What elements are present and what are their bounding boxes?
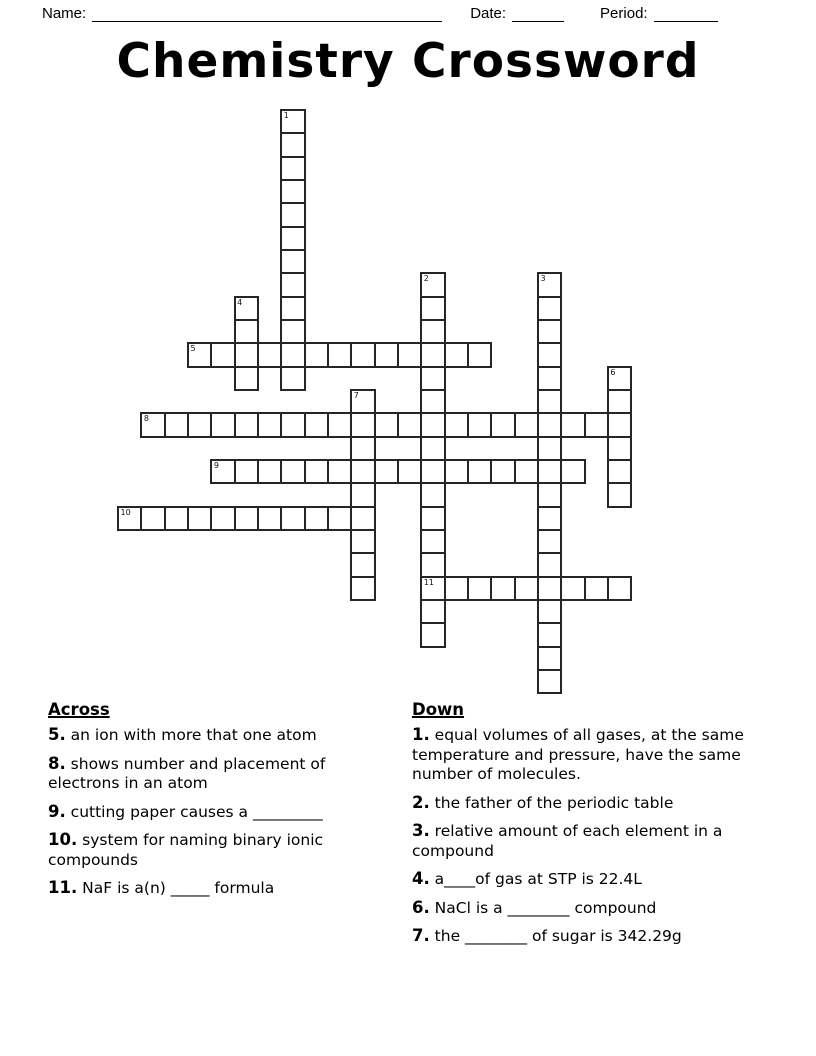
crossword-cell[interactable] bbox=[234, 506, 259, 531]
crossword-cell[interactable] bbox=[117, 506, 142, 531]
crossword-cell[interactable] bbox=[350, 576, 375, 601]
crossword-cell[interactable] bbox=[234, 459, 259, 484]
crossword-cell[interactable] bbox=[514, 412, 539, 437]
crossword-cell[interactable] bbox=[140, 412, 165, 437]
crossword-cell[interactable] bbox=[187, 506, 212, 531]
crossword-cell[interactable] bbox=[537, 272, 562, 297]
across-clue-list bbox=[48, 725, 378, 899]
clue-number: 9. bbox=[48, 801, 66, 821]
crossword-cell[interactable] bbox=[607, 366, 632, 391]
crossword-cell[interactable] bbox=[397, 459, 422, 484]
crossword-cell[interactable] bbox=[490, 412, 515, 437]
crossword-cell[interactable] bbox=[280, 319, 305, 344]
crossword-cell[interactable] bbox=[537, 389, 562, 414]
crossword-cell[interactable] bbox=[350, 482, 375, 507]
crossword-cell[interactable] bbox=[420, 552, 445, 577]
clue-across-9: 9. cutting paper causes a _________ bbox=[48, 801, 323, 821]
crossword-cell[interactable] bbox=[280, 366, 305, 391]
cell-number: 4 bbox=[237, 297, 243, 307]
crossword-cell[interactable] bbox=[537, 296, 562, 321]
crossword-cell[interactable] bbox=[467, 342, 492, 367]
crossword-cell[interactable] bbox=[490, 576, 515, 601]
crossword-cell[interactable] bbox=[420, 389, 445, 414]
cell-number: 1 bbox=[283, 111, 289, 120]
crossword-cell[interactable] bbox=[537, 366, 562, 391]
clue-number: 8. bbox=[48, 753, 66, 773]
crossword-cell[interactable] bbox=[467, 412, 492, 437]
crossword-cell[interactable] bbox=[607, 482, 632, 507]
crossword-cell[interactable] bbox=[234, 342, 259, 367]
crossword-cell[interactable] bbox=[420, 342, 445, 367]
crossword-cell[interactable] bbox=[584, 576, 609, 601]
crossword-cell[interactable] bbox=[537, 436, 562, 461]
crossword-cell[interactable] bbox=[514, 459, 539, 484]
crossword-cell[interactable] bbox=[257, 342, 282, 367]
crossword-cell[interactable] bbox=[420, 272, 445, 297]
crossword-cell[interactable] bbox=[397, 412, 422, 437]
crossword-cell[interactable] bbox=[164, 506, 189, 531]
crossword-cell[interactable] bbox=[327, 506, 352, 531]
crossword-cell[interactable] bbox=[350, 436, 375, 461]
crossword-cell[interactable] bbox=[537, 599, 562, 624]
name-blank-line bbox=[92, 6, 442, 22]
crossword-cell[interactable] bbox=[257, 506, 282, 531]
crossword-cell[interactable] bbox=[304, 412, 329, 437]
crossword-cell[interactable] bbox=[350, 459, 375, 484]
crossword-cell[interactable] bbox=[280, 459, 305, 484]
crossword-cell[interactable] bbox=[304, 506, 329, 531]
crossword-cell[interactable] bbox=[444, 412, 469, 437]
crossword-cell[interactable] bbox=[420, 319, 445, 344]
clue-across-10: 10. system for naming binary ionic compounds bbox=[48, 830, 324, 869]
crossword-cell[interactable] bbox=[420, 622, 445, 647]
cell-number: 2 bbox=[423, 274, 429, 284]
crossword-cell[interactable] bbox=[350, 389, 375, 414]
crossword-cell[interactable] bbox=[374, 342, 399, 367]
down-clues-section bbox=[412, 700, 750, 955]
crossword-cell[interactable] bbox=[234, 366, 259, 391]
down-header: Down bbox=[412, 700, 465, 719]
crossword-cell[interactable] bbox=[327, 412, 352, 437]
crossword-cell[interactable] bbox=[537, 576, 562, 601]
crossword-cell[interactable] bbox=[420, 459, 445, 484]
clue-across-8: 8. shows number and placement of electrons in an atom bbox=[48, 753, 326, 792]
crossword-cell[interactable] bbox=[467, 459, 492, 484]
crossword-cell[interactable] bbox=[537, 506, 562, 531]
crossword-cell[interactable] bbox=[350, 342, 375, 367]
crossword-cell[interactable] bbox=[350, 529, 375, 554]
crossword-cell[interactable] bbox=[420, 296, 445, 321]
cell-number: 5 bbox=[190, 344, 196, 354]
crossword-cell[interactable] bbox=[467, 576, 492, 601]
crossword-cell[interactable] bbox=[350, 412, 375, 437]
crossword-cell[interactable] bbox=[350, 552, 375, 577]
cell-number: 11 bbox=[423, 577, 434, 587]
crossword-cell[interactable] bbox=[607, 436, 632, 461]
clue-number: 2. bbox=[412, 792, 430, 812]
clue-across-5: 5. an ion with more that one atom bbox=[48, 725, 317, 744]
crossword-cell[interactable] bbox=[490, 459, 515, 484]
clue-number: 6. bbox=[412, 897, 430, 917]
crossword-cell[interactable] bbox=[234, 296, 259, 321]
crossword-cell[interactable] bbox=[280, 202, 305, 227]
cell-number: 10 bbox=[120, 507, 131, 517]
clue-down-1: 1. equal volumes of all gases, at the same temperature and pressure, have the same number of molecules. bbox=[412, 725, 744, 783]
clue-across-11: 11. NaF is a(n) _____ formula bbox=[48, 878, 275, 897]
down-clue-list bbox=[412, 725, 750, 947]
crossword-cell[interactable] bbox=[560, 459, 585, 484]
crossword-cell[interactable] bbox=[420, 412, 445, 437]
crossword-cell[interactable] bbox=[514, 576, 539, 601]
crossword-cell[interactable] bbox=[420, 576, 445, 601]
clue-number: 5. bbox=[48, 725, 66, 744]
clue-number: 7. bbox=[412, 926, 430, 945]
crossword-cell[interactable] bbox=[280, 506, 305, 531]
crossword-cell[interactable] bbox=[187, 342, 212, 367]
across-clues-section bbox=[48, 700, 378, 907]
clue-down-4: 4. a____of gas at STP is 22.4L bbox=[412, 869, 642, 888]
crossword-cell[interactable] bbox=[140, 506, 165, 531]
crossword-cell[interactable] bbox=[187, 412, 212, 437]
crossword-cell[interactable] bbox=[210, 506, 235, 531]
crossword-cell[interactable] bbox=[537, 646, 562, 671]
crossword-cell[interactable] bbox=[280, 156, 305, 181]
crossword-cell[interactable] bbox=[537, 459, 562, 484]
crossword-cell[interactable] bbox=[210, 342, 235, 367]
crossword-cell[interactable] bbox=[280, 109, 305, 134]
crossword-cell[interactable] bbox=[420, 599, 445, 624]
crossword-cell[interactable] bbox=[280, 272, 305, 297]
crossword-cell[interactable] bbox=[537, 482, 562, 507]
crossword-cell[interactable] bbox=[560, 412, 585, 437]
crossword-cell[interactable] bbox=[537, 319, 562, 344]
worksheet-header bbox=[42, 2, 776, 22]
crossword-cell[interactable] bbox=[584, 412, 609, 437]
crossword-cell[interactable] bbox=[537, 412, 562, 437]
crossword-cell[interactable] bbox=[304, 342, 329, 367]
crossword-cell[interactable] bbox=[444, 342, 469, 367]
crossword-cell[interactable] bbox=[280, 179, 305, 204]
crossword-cell[interactable] bbox=[537, 529, 562, 554]
crossword-cell[interactable] bbox=[327, 459, 352, 484]
crossword-cell[interactable] bbox=[374, 459, 399, 484]
cell-number: 6 bbox=[610, 367, 616, 377]
crossword-cell[interactable] bbox=[257, 459, 282, 484]
clue-number: 11. bbox=[48, 878, 78, 897]
crossword-cell[interactable] bbox=[280, 342, 305, 367]
crossword-cell[interactable] bbox=[210, 412, 235, 437]
cell-number: 7 bbox=[353, 390, 359, 400]
crossword-cell[interactable] bbox=[350, 506, 375, 531]
crossword-cell[interactable] bbox=[280, 296, 305, 321]
period-blank-line bbox=[654, 6, 718, 22]
crossword-cell[interactable] bbox=[607, 412, 632, 437]
crossword-cell[interactable] bbox=[280, 249, 305, 274]
clue-down-3: 3. relative amount of each element in a compound bbox=[412, 821, 723, 860]
clue-number: 1. bbox=[412, 725, 430, 744]
crossword-cell[interactable] bbox=[327, 342, 352, 367]
crossword-cell[interactable] bbox=[420, 506, 445, 531]
crossword-cell[interactable] bbox=[420, 529, 445, 554]
clue-down-2: 2. the father of the periodic table bbox=[412, 792, 674, 812]
crossword-cell[interactable] bbox=[537, 669, 562, 694]
crossword-cell[interactable] bbox=[234, 319, 259, 344]
crossword-cell[interactable] bbox=[374, 412, 399, 437]
crossword-cell[interactable] bbox=[397, 342, 422, 367]
clue-down-7: 7. the ________ of sugar is 342.29g bbox=[412, 926, 682, 945]
crossword-cell[interactable] bbox=[537, 552, 562, 577]
crossword-cell[interactable] bbox=[444, 459, 469, 484]
crossword-cell[interactable] bbox=[164, 412, 189, 437]
crossword-cell[interactable] bbox=[234, 412, 259, 437]
crossword-cell[interactable] bbox=[280, 412, 305, 437]
page-title: Chemistry Crossword bbox=[116, 34, 700, 89]
crossword-cell[interactable] bbox=[257, 412, 282, 437]
name-label: Name: bbox=[42, 5, 87, 22]
crossword-cell[interactable] bbox=[444, 576, 469, 601]
period-label: Period: bbox=[600, 5, 648, 22]
across-header: Across bbox=[48, 700, 110, 719]
crossword-cell[interactable] bbox=[420, 482, 445, 507]
crossword-cell[interactable] bbox=[607, 389, 632, 414]
clue-down-6: 6. NaCl is a ________ compound bbox=[412, 897, 657, 917]
crossword-cell[interactable] bbox=[210, 459, 235, 484]
clue-number: 4. bbox=[412, 869, 430, 888]
crossword-cell[interactable] bbox=[560, 576, 585, 601]
crossword-cell[interactable] bbox=[537, 342, 562, 367]
crossword-cell[interactable] bbox=[607, 459, 632, 484]
clue-number: 10. bbox=[48, 830, 78, 849]
cell-number: 8 bbox=[143, 414, 149, 424]
date-label: Date: bbox=[470, 5, 507, 22]
cell-number: 9 bbox=[213, 460, 219, 470]
crossword-cell[interactable] bbox=[537, 622, 562, 647]
date-blank-line bbox=[512, 6, 564, 22]
clue-number: 3. bbox=[412, 821, 430, 840]
crossword-cell[interactable] bbox=[420, 436, 445, 461]
crossword-cell[interactable] bbox=[280, 132, 305, 157]
crossword-cell[interactable] bbox=[420, 366, 445, 391]
crossword-cell[interactable] bbox=[304, 459, 329, 484]
crossword-cell[interactable] bbox=[607, 576, 632, 601]
crossword-cell[interactable] bbox=[280, 226, 305, 251]
cell-number: 3 bbox=[540, 274, 546, 284]
